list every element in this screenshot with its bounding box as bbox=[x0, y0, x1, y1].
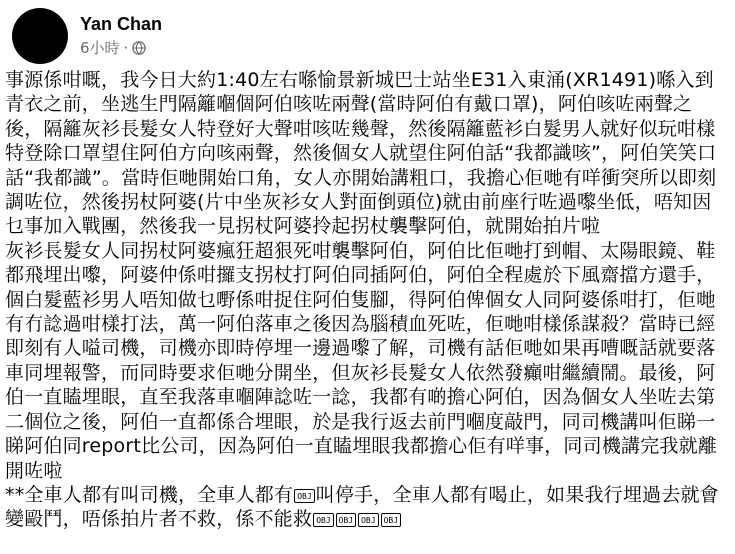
obj-placeholder-icon: OBJ bbox=[294, 489, 314, 503]
footnote-part-1: **全車人都有叫司機，全車人都有 bbox=[5, 483, 294, 506]
globe-icon[interactable] bbox=[132, 41, 146, 55]
obj-placeholder-icon: OBJ bbox=[358, 513, 378, 527]
post-body bbox=[5, 68, 730, 532]
post-footnote bbox=[5, 483, 730, 532]
post-header bbox=[12, 8, 162, 64]
obj-placeholder-icon: OBJ bbox=[313, 513, 333, 527]
meta-separator: · bbox=[123, 39, 129, 57]
post-meta bbox=[80, 39, 162, 57]
avatar[interactable] bbox=[12, 8, 68, 64]
post-time[interactable]: 6小時 bbox=[80, 39, 120, 57]
post-paragraph-2: 灰衫長髮女人同拐杖阿婆瘋狂超狠死咁襲擊阿伯，阿伯比佢哋打到帽、太陽眼鏡、鞋都飛埋出嚟，阿婆仲係咁攞支拐杖打阿伯同插阿伯，阿伯全程處於下風齋擋方還手，個白髮藍衫男人唔知做乜嘢係咁捉住阿伯隻腳，得阿伯俾個女人同阿婆係咁打，佢哋有冇諗過咁樣打法，萬一阿伯落車之後因為腦積血死咗，佢哋咁樣係謀殺？當時已經即刻有人嗌司機，司機亦即時停埋一邊過嚟了解，司機有話佢哋如果再嘈嘅話就要落車同埋報警，而同時要求佢哋分開坐，但灰衫長髮女人依然發癲咁繼續鬧。最後，阿伯一直瞌埋眼，直至我落車嗰陣諗咗一諗，我都有啲擔心阿伯，因為個女人坐咗去第二個位之後，阿伯一直都係合埋眼，於是我行返去前門嗰度敲門，同司機講叫佢睇一睇阿伯同report比公司，因為阿伯一直瞌埋眼我都擔心佢有咩事，同司機講完我就離開咗啦 bbox=[5, 239, 718, 482]
obj-placeholder-icon: OBJ bbox=[336, 513, 356, 527]
author-name[interactable]: Yan Chan bbox=[80, 14, 163, 34]
author-block bbox=[80, 13, 162, 57]
post-paragraph-1: 事源係咁嘅，我今日大約1:40左右喺愉景新城巴士站坐E31入東涌(XR1491)喺入到青衣之前，坐逃生門隔籬嗰個阿伯咳咗兩聲(當時阿伯有戴口罩)，阿伯咳咗兩聲之後，隔籬灰衫長髮女人特登好大聲咁咳咗幾聲，然後隔籬藍衫白髮男人就好似玩咁樣特登除口罩望住阿伯方向咳兩聲，然後個女人就望住阿伯話“我都識咳”，阿伯笑笑口話“我都識”。當時佢哋開始口角，女人亦開始講粗口，我擔心佢哋有咩衝突所以即刻調咗位，然後拐杖阿婆(片中坐灰衫女人對面倒頭位)就由前座行咗過嚟坐低，唔知因乜事加入戰團，然後我一見拐杖阿婆拎起拐杖襲擊阿伯，就開始拍片啦 bbox=[5, 69, 717, 238]
obj-placeholder-icon: OBJ bbox=[381, 513, 401, 527]
footnote-part-2: 叫停手，全車人都有喝止，如果我行埋過去就會變毆鬥，唔係拍片者不救，係不能救 bbox=[5, 483, 719, 531]
